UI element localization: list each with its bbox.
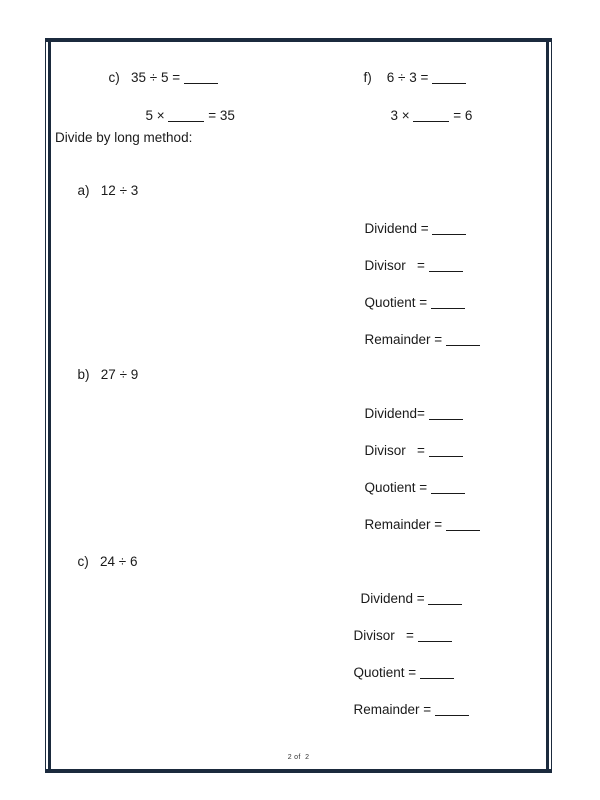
page-number-footer: 2 of 2 [287, 754, 310, 761]
problem-c-quotient-blank[interactable] [420, 678, 454, 679]
exercise-f-label: f) [363, 70, 372, 86]
problem-b-dividend-label: Dividend= [364, 406, 425, 422]
problem-b-remainder-blank[interactable] [446, 530, 480, 531]
problem-b-divisor-blank[interactable] [429, 456, 463, 457]
exercise-f-line2-prefix: 3 × [390, 108, 410, 124]
problem-c-expression: 24 ÷ 6 [100, 554, 138, 569]
problem-c-remainder-blank[interactable] [435, 715, 469, 716]
section-heading: Divide by long method: [55, 130, 193, 145]
problem-a-quotient-blank[interactable] [431, 308, 465, 309]
problem-a [55, 168, 138, 213]
problem-c-remainder-row [331, 686, 469, 735]
problem-a-dividend-blank[interactable] [432, 234, 466, 235]
problem-a-divisor-label: Divisor = [364, 258, 425, 274]
exercise-c-label: c) [108, 70, 120, 86]
exercise-f-line2-blank[interactable] [413, 121, 449, 122]
problem-b-dividend-blank[interactable] [429, 419, 463, 420]
problem-a-divisor-blank[interactable] [429, 271, 463, 272]
exercise-c-answer-blank[interactable] [184, 83, 218, 84]
problem-c [55, 539, 137, 584]
problem-c-remainder-label: Remainder = [353, 702, 432, 718]
problem-b-quotient-label: Quotient = [364, 480, 428, 496]
problem-a-remainder-blank[interactable] [446, 345, 480, 346]
problem-b-remainder-row [342, 501, 480, 550]
problem-c-label: c) [77, 554, 89, 569]
exercise-c-line2-blank[interactable] [168, 121, 204, 122]
problem-b-remainder-label: Remainder = [364, 517, 443, 533]
problem-b-divisor-label: Divisor = [364, 443, 425, 459]
exercise-f-line2-suffix: = 6 [453, 108, 473, 124]
problem-a-dividend-label: Dividend = [364, 221, 429, 237]
problem-c-dividend-blank[interactable] [428, 604, 462, 605]
exercise-f-expression: 6 ÷ 3 = [386, 70, 429, 86]
problem-b-label: b) [77, 367, 90, 382]
exercise-c-line2-suffix: = 35 [208, 108, 235, 124]
problem-b [55, 352, 138, 397]
problem-a-remainder-row [342, 316, 480, 365]
exercise-c-expression: 35 ÷ 5 = [131, 70, 181, 86]
worksheet-page-frame [45, 38, 552, 773]
exercise-f-answer-blank[interactable] [432, 83, 466, 84]
problem-b-quotient-blank[interactable] [431, 493, 465, 494]
problem-a-expression: 12 ÷ 3 [100, 183, 139, 198]
problem-b-expression: 27 ÷ 9 [100, 367, 139, 382]
problem-a-remainder-label: Remainder = [364, 332, 443, 348]
problem-a-quotient-label: Quotient = [364, 295, 428, 311]
exercise-c-line2-prefix: 5 × [145, 108, 165, 124]
exercise-f-line2 [368, 92, 472, 141]
worksheet-content [46, 42, 551, 769]
problem-c-divisor-label: Divisor = [353, 628, 414, 644]
problem-a-label: a) [77, 183, 90, 198]
problem-c-quotient-label: Quotient = [353, 665, 417, 681]
problem-c-divisor-blank[interactable] [418, 641, 452, 642]
problem-c-dividend-label: Dividend = [360, 591, 425, 607]
